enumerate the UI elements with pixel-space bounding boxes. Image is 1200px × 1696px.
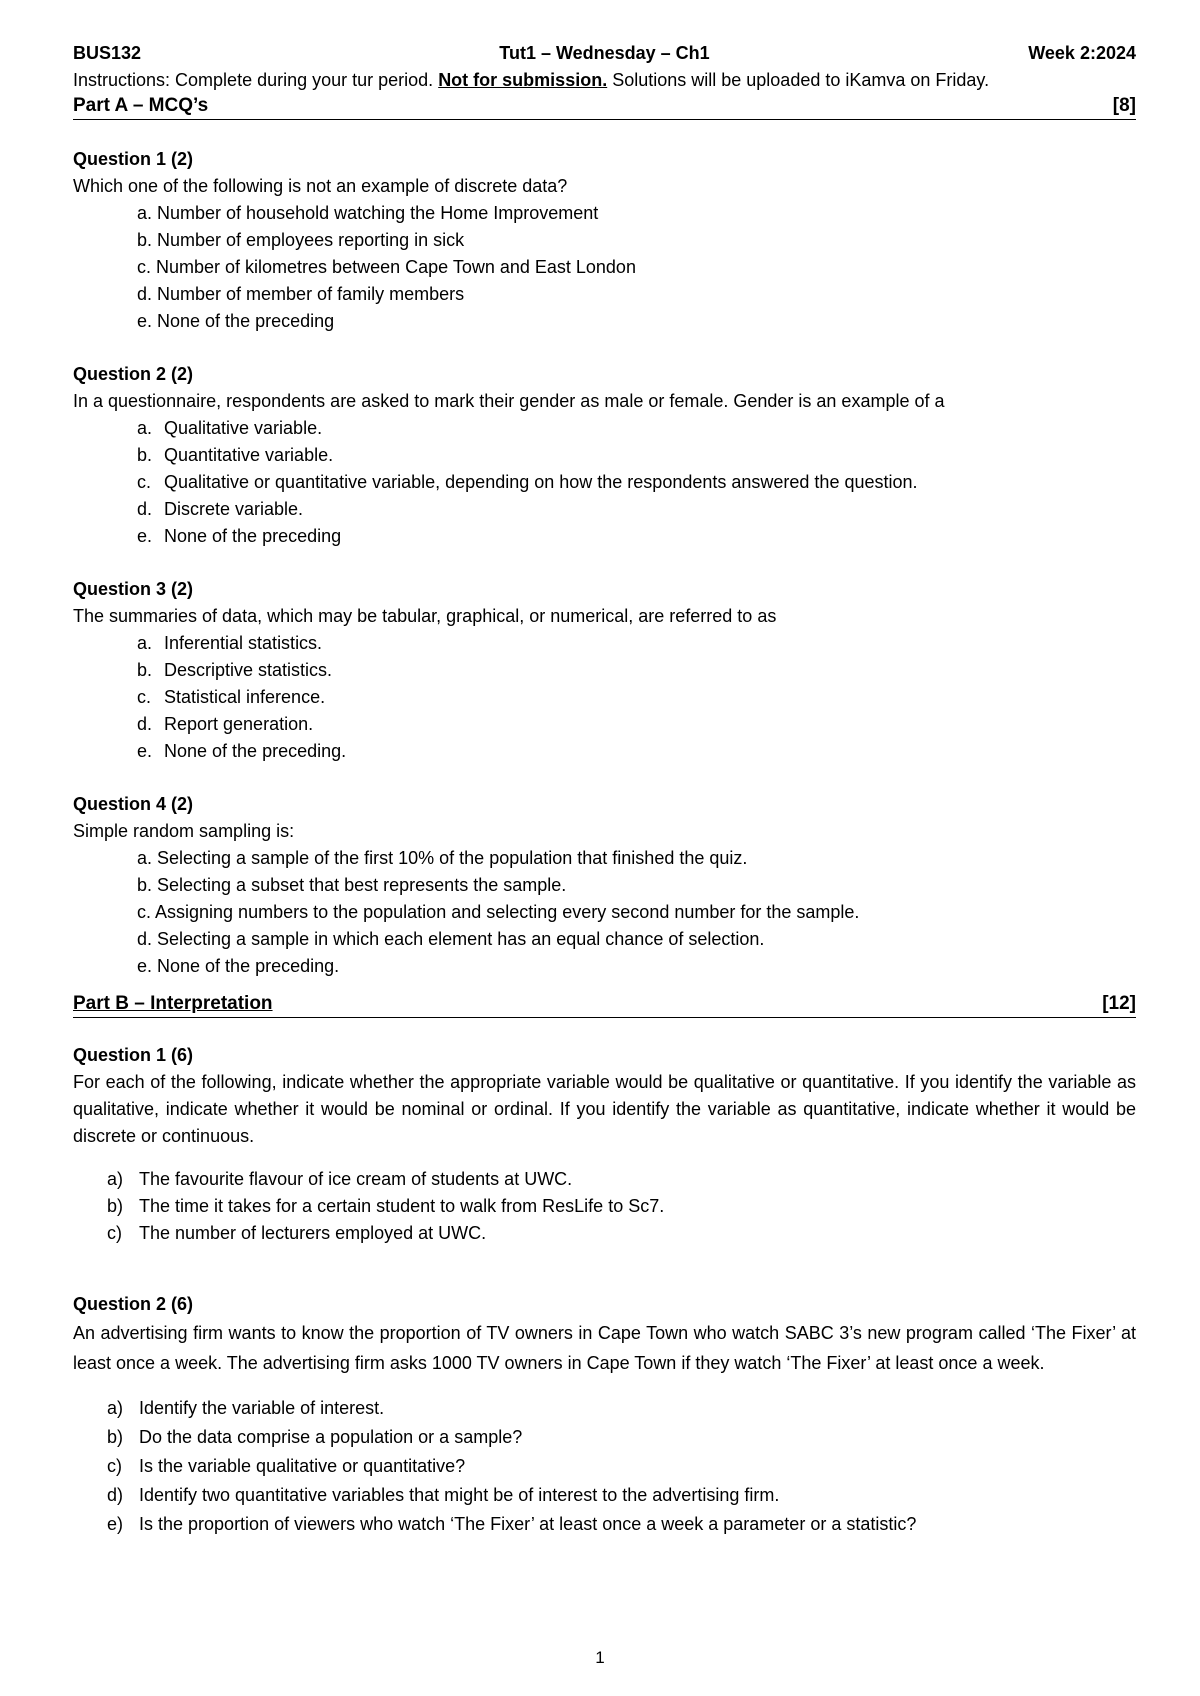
option-text: None of the preceding. [164, 741, 347, 761]
option: b. Selecting a subset that best represents the sample. [137, 875, 567, 895]
sub-question [73, 1452, 1136, 1481]
question-text: Which one of the following is not an example of discrete data? [73, 176, 568, 196]
sub-question [73, 1394, 1136, 1423]
option: c. Number of kilometres between Cape Town and East London [137, 257, 636, 277]
sub-question-text: Is the proportion of viewers who watch ‘The Fixer’ at least once a week a parameter or a statistic? [139, 1514, 917, 1534]
part-b-heading [73, 992, 1136, 1018]
option: e. None of the preceding. [137, 956, 340, 976]
option-letter: e. [137, 741, 153, 761]
question-heading: Question 2 (2) [73, 364, 194, 384]
sub-question-text: Do the data comprise a population or a sample? [139, 1427, 523, 1447]
sub-question-text: The time it takes for a certain student to walk from ResLife to Sc7. [139, 1196, 665, 1216]
option: e. None of the preceding [137, 311, 335, 331]
page-header [73, 40, 1136, 67]
sub-question [73, 1481, 1136, 1510]
option [73, 711, 1136, 738]
tutorial-title: Tut1 – Wednesday – Ch1 [499, 43, 710, 63]
part-a-heading [73, 94, 1136, 120]
question-text: For each of the following, indicate whether the appropriate variable would be qualitative or quantitative. If you identify the variable as qualitative, indicate whether it would be nominal or ordinal. If you identify the variable as quantitative, indicate whether it would be discrete or continuous. [73, 1072, 1136, 1146]
question-text: Simple random sampling is: [73, 821, 295, 841]
option-letter: c. [137, 687, 152, 707]
part-b-marks: [12] [1102, 993, 1136, 1014]
instructions [73, 67, 1136, 94]
sub-question-text: Identify two quantitative variables that might be of interest to the advertising firm. [139, 1485, 780, 1505]
document-page [73, 40, 1136, 1539]
question-heading: Question 4 (2) [73, 794, 194, 814]
sub-question-text: Is the variable qualitative or quantitative? [139, 1456, 466, 1476]
sub-question-letter: e) [107, 1514, 124, 1534]
part-b-wrapper [73, 992, 1136, 1018]
sub-question-letter: c) [107, 1223, 122, 1243]
option-text: Qualitative variable. [164, 418, 323, 438]
page-number: 1 [595, 1648, 605, 1667]
instructions-emphasis: Not for submission. [438, 70, 608, 90]
question-heading: Question 1 (6) [73, 1045, 194, 1065]
question-a4 [73, 791, 1136, 980]
sub-question-letter: d) [107, 1485, 124, 1505]
question-text: The summaries of data, which may be tabular, graphical, or numerical, are referred to as [73, 606, 777, 626]
sub-question-text: The number of lecturers employed at UWC. [139, 1223, 487, 1243]
sub-question-letter: b) [107, 1427, 124, 1447]
question-a3 [73, 576, 1136, 765]
question-text: An advertising firm wants to know the proportion of TV owners in Cape Town who watch SABC 3’s new program called ‘The Fixer’ at least once a week. The advertising firm asks 1000 TV owners in Cape Town if they watch ‘The Fixer’ at least once a week. [73, 1323, 1136, 1373]
option [73, 630, 1136, 657]
part-a-title: Part A – MCQ’s [73, 95, 209, 116]
option-text: Statistical inference. [164, 687, 326, 707]
option-text: Report generation. [164, 714, 314, 734]
option: d. Number of member of family members [137, 284, 465, 304]
question-heading: Question 2 (6) [73, 1294, 194, 1314]
sub-question-letter: c) [107, 1456, 122, 1476]
option [73, 442, 1136, 469]
instructions-text-after: Solutions will be uploaded to iKamva on Friday. [607, 70, 990, 90]
question-b2 [73, 1291, 1136, 1539]
question-heading: Question 3 (2) [73, 579, 194, 599]
option: a. Number of household watching the Home Improvement [137, 203, 599, 223]
sub-question-text: The favourite flavour of ice cream of students at UWC. [139, 1169, 573, 1189]
option [73, 496, 1136, 523]
option [73, 469, 1136, 496]
option-text: None of the preceding [164, 526, 342, 546]
sub-question [73, 1510, 1136, 1539]
course-code: BUS132 [73, 43, 142, 63]
option-letter: d. [137, 714, 153, 734]
sub-question [73, 1220, 1136, 1247]
option-letter: b. [137, 660, 153, 680]
question-a1 [73, 146, 1136, 335]
option [73, 523, 1136, 550]
sub-question-text: Identify the variable of interest. [139, 1398, 385, 1418]
instructions-text-before: Instructions: Complete during your tur period. [73, 70, 439, 90]
question-heading: Question 1 (2) [73, 149, 194, 169]
sub-question [73, 1423, 1136, 1452]
sub-question [73, 1166, 1136, 1193]
option-text: Descriptive statistics. [164, 660, 333, 680]
option [73, 415, 1136, 442]
option: b. Number of employees reporting in sick [137, 230, 465, 250]
option: a. Selecting a sample of the first 10% of the population that finished the quiz. [137, 848, 748, 868]
part-b-title: Part B – Interpretation [73, 993, 273, 1014]
option [73, 657, 1136, 684]
option [73, 684, 1136, 711]
option-text: Discrete variable. [164, 499, 304, 519]
sub-question [73, 1193, 1136, 1220]
option: d. Selecting a sample in which each element has an equal chance of selection. [137, 929, 765, 949]
option-letter: c. [137, 472, 152, 492]
option-text: Quantitative variable. [164, 445, 334, 465]
option-letter: a. [137, 633, 153, 653]
week-label: Week 2:2024 [1028, 43, 1136, 63]
option-text: Inferential statistics. [164, 633, 323, 653]
option-letter: e. [137, 526, 153, 546]
option-letter: d. [137, 499, 153, 519]
question-text: In a questionnaire, respondents are asked to mark their gender as male or female. Gender is an example of a [73, 391, 945, 411]
option-letter: a. [137, 418, 153, 438]
question-a2 [73, 361, 1136, 550]
option-text: Qualitative or quantitative variable, depending on how the respondents answered the question. [164, 472, 918, 492]
sub-question-letter: a) [107, 1169, 124, 1189]
option-letter: b. [137, 445, 153, 465]
sub-question-letter: b) [107, 1196, 124, 1216]
option [73, 738, 1136, 765]
option: c. Assigning numbers to the population and selecting every second number for the sample. [137, 902, 860, 922]
part-a-marks: [8] [1112, 95, 1136, 116]
sub-question-letter: a) [107, 1398, 124, 1418]
question-b1 [73, 1042, 1136, 1247]
